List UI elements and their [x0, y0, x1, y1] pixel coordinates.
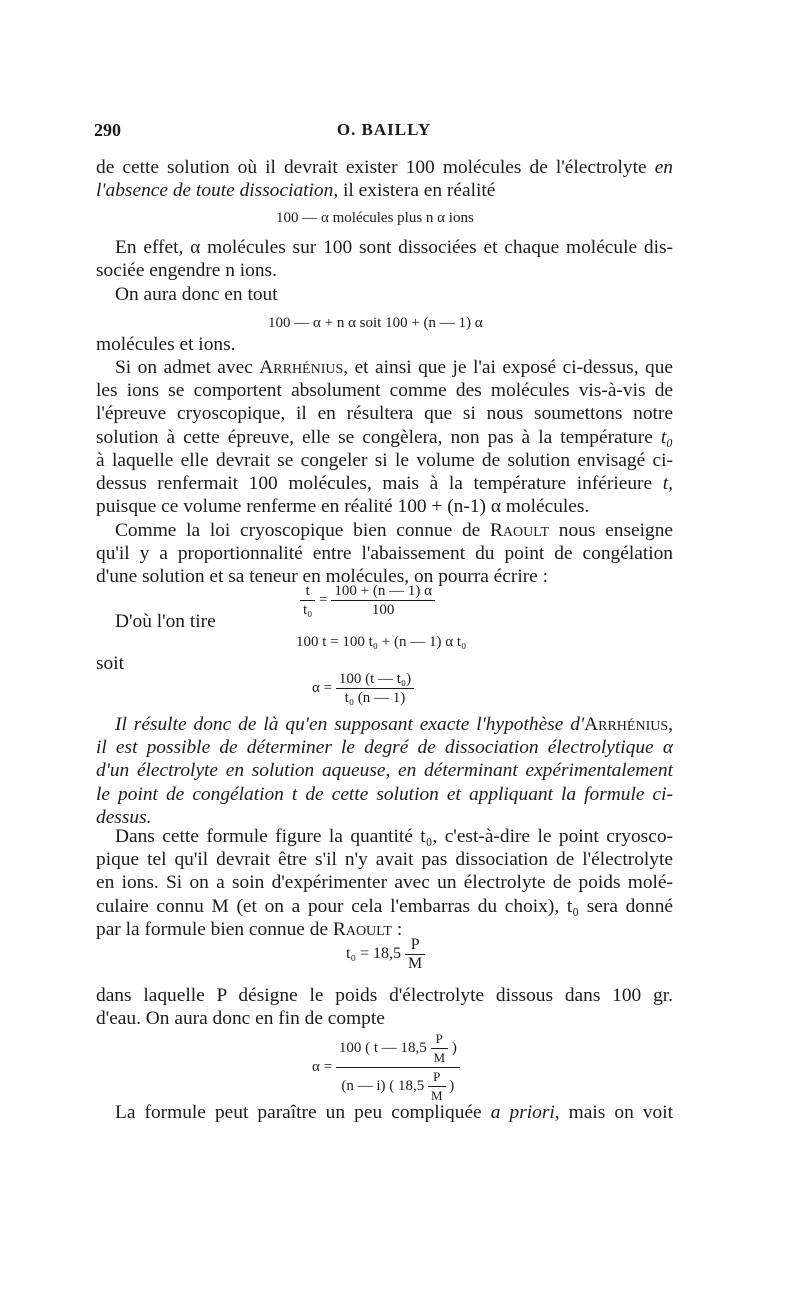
page-number: 290 [94, 120, 121, 140]
text-line: On aura donc en tout [115, 284, 278, 305]
equation-final: α = 100 ( t — 18,5 $\frac{P}{M}$ ) (n — i) ( 18,5 $\frac{P}{M}$ ) [312, 1030, 460, 1105]
text-line: de cette solution où il devrait exister 100 molécules de l'électrolyte en [96, 157, 673, 178]
text-line: D'où l'on tire [115, 611, 216, 632]
text-line: dessus. [96, 806, 152, 828]
text-line: En effet, α molécules sur 100 sont dissociées et chaque molécule dis- [115, 237, 673, 258]
author-name: Raoult [332, 918, 392, 940]
author-name: Arrhénius [584, 714, 669, 735]
text-line: l'absence de toute dissociation, il existera en réalité [96, 180, 496, 202]
paragraph [96, 1101, 673, 1124]
paragraph [96, 283, 673, 306]
text-line: Comme la loi cryoscopique bien connue de Raoult nous enseigne [115, 520, 673, 541]
text-line: à laquelle elle devrait se congeler si le volume de solution envisagé ci- [96, 449, 673, 471]
equation: 100 t = 100 t₀ + (n — 1) α t₀ [296, 634, 467, 650]
author-name: Arrhénius [259, 357, 344, 378]
text-line: en ions. Si on a soin d'expérimenter avec un électrolyte de poids molé- [96, 872, 673, 894]
text-line: La formule peut paraître un peu compliquée a priori, mais on voit [115, 1102, 673, 1123]
text-line: puisque ce volume renferme en réalité 100 + (n-1) α molécules. [96, 496, 590, 518]
paragraph [96, 236, 673, 282]
paragraph [96, 984, 673, 1030]
paragraph [96, 156, 673, 202]
text-line: il est possible de déterminer le degré de dissociation électrolytique α [96, 737, 673, 759]
text-line: Si on admet avec Arrhénius, et ainsi que je l'ai exposé ci-dessus, que [115, 357, 673, 378]
text-line: sociée engendre n ions. [96, 260, 277, 282]
text-line: molécules et ions. [96, 334, 236, 355]
text-line: d'une solution et sa teneur en molécules, on pourra écrire : [96, 566, 549, 588]
text-line: les ions se comportent absolument comme des molécules vis-à-vis de [96, 380, 673, 402]
paragraph [96, 333, 673, 356]
text-line: solution à cette épreuve, elle se congèlera, non pas à la température t₀ [96, 426, 673, 448]
equation-alpha: α = $\frac{\text{100 (t — t₀)}}{\text{t₀ (n — 1)}}$ [312, 670, 414, 707]
text-line: culaire connu M (et on a pour cela l'embarras du choix), t₀ sera donné [96, 895, 673, 917]
text-line: d'eau. On aura donc en fin de compte [96, 1008, 385, 1030]
text-line: l'épreuve cryoscopique, il en résultera que si nous soumettons notre [96, 403, 673, 425]
equation-raoult: t₀ = 18,5 $\frac{P}{M}$ [346, 936, 425, 973]
text-line: Dans cette formule figure la quantité t₀, c'est-à-dire le point cryosco- [115, 826, 673, 847]
text-line: par la formule bien connue de Raoult : [96, 918, 403, 940]
running-header [94, 120, 674, 144]
text-line: dessus renfermait 100 molécules, mais à la température inférieure t, [96, 473, 673, 495]
text-line: Il résulte donc de là qu'en supposant exacte l'hypothèse d'Arrhénius, [115, 714, 673, 735]
text-line: soit [96, 653, 125, 674]
paragraph [96, 519, 673, 589]
text-line: pique tel qu'il devrait être s'il n'y avait pas dissociation de l'électrolyte [96, 849, 673, 871]
text-line: le point de congélation t de cette solution et appliquant la formule ci- [96, 783, 673, 805]
text-line: dans laquelle P désigne le poids d'électrolyte dissous dans 100 gr. [96, 985, 673, 1006]
paragraph-italic [96, 713, 673, 829]
equation-ratio: $\frac{t}{\text{t₀}}$ = $\frac{100 + (n — 1) \alpha}{100}$ [300, 582, 435, 619]
equation: 100 — α + n α soit 100 + (n — 1) α [268, 315, 483, 331]
text-line: qu'il y a proportionnalité entre l'abaissement du point de congélation [96, 543, 673, 565]
running-author: O. BAILLY [336, 120, 432, 139]
author-name: Raoult [489, 520, 550, 541]
paragraph [96, 825, 673, 941]
paragraph [96, 356, 673, 518]
equation: 100 — α molécules plus n α ions [276, 210, 474, 226]
text-line: d'un électrolyte en solution aqueuse, en déterminant expérimentalement [96, 760, 673, 782]
